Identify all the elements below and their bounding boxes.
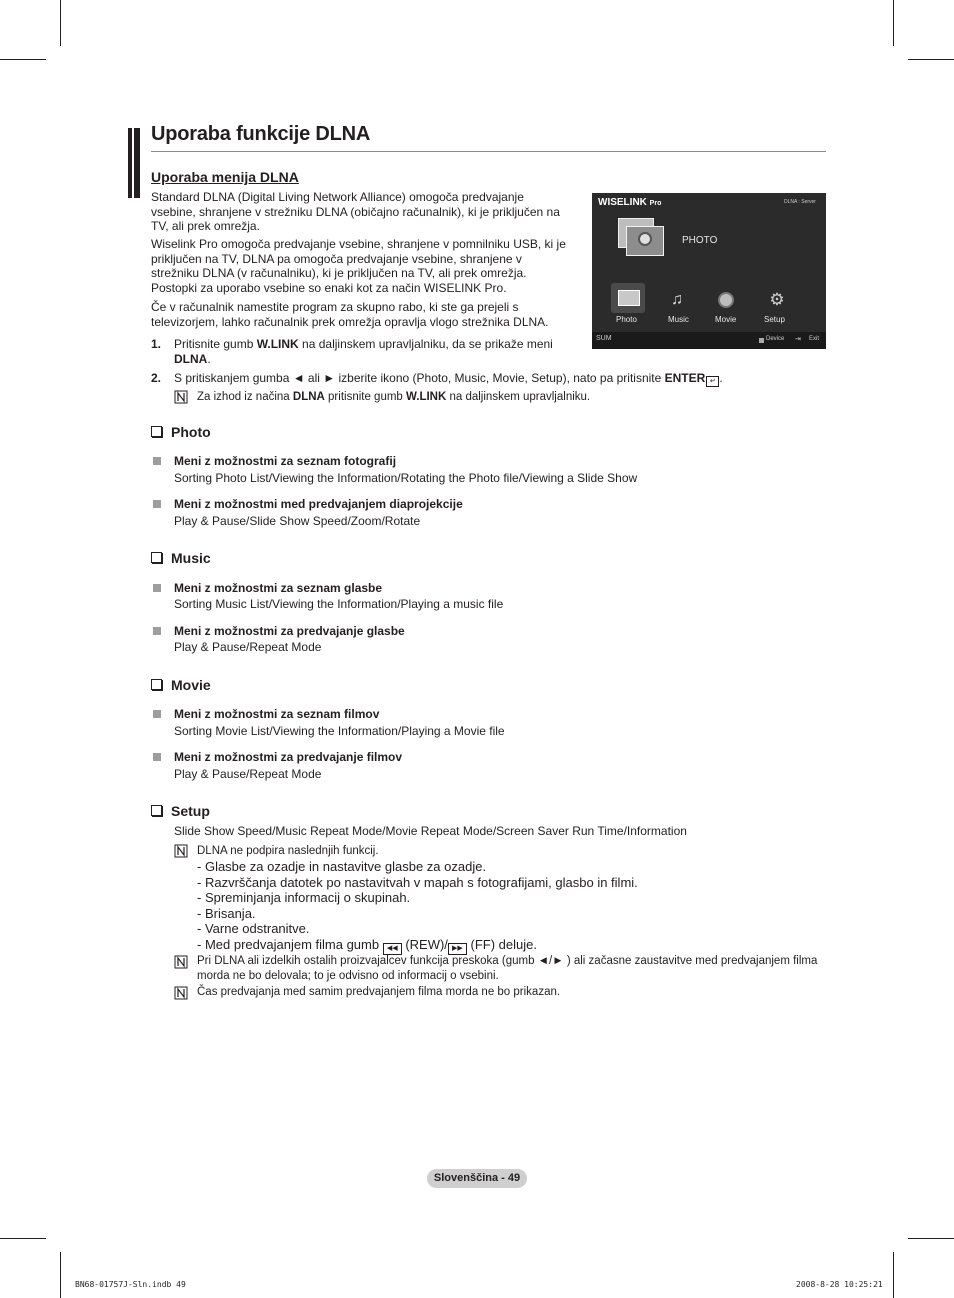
item-heading: Meni z možnostmi za predvajanje glasbe: [174, 624, 405, 638]
music-icon[interactable]: ♫: [671, 291, 683, 308]
intro-paragraph: Wiselink Pro omogoča predvajanje vsebine, shranjene v pomnilniku USB, ki je priključen na TV, DLNA pa omogoča predvajanje vsebine, shranjene v strežniku DLNA (v računalniku), ki je priključen na TV, ali prek omrežja. Postopki za uporabo vsebine so enaki kot za način WISELINK Pro.: [151, 237, 566, 295]
crop-mark: [60, 0, 61, 46]
item-heading: Meni z možnostmi za seznam filmov: [174, 707, 380, 721]
dash-item: - Brisanja.: [197, 906, 256, 921]
intro-paragraph: Če v računalnik namestite program za skupno rabo, ki ste ga prejeli s televizorjem, lahko računalnik prek omrežja opravlja vlogo strežnika DLNA.: [151, 300, 549, 329]
note-text: Čas predvajanja med samim predvajanjem filma morda ne bo prikazan.: [197, 986, 561, 998]
square-bullet-icon: [153, 753, 161, 761]
step-number: 1.: [151, 337, 162, 351]
rew-icon: ◀◀: [383, 943, 402, 955]
ff-icon: ▶▶: [448, 943, 467, 955]
square-bullet-icon: [153, 584, 161, 592]
footer-timestamp: 2008-8-28 10:25:21: [796, 1280, 883, 1289]
item-heading: Meni z možnostmi za predvajanje filmov: [174, 750, 403, 764]
item-heading: Meni z možnostmi za seznam glasbe: [174, 581, 383, 595]
crop-mark: [893, 1252, 894, 1298]
item-text: Play & Pause/Repeat Mode: [174, 767, 322, 781]
section-heading-movie: Movie: [151, 677, 211, 693]
crop-mark: [893, 0, 894, 46]
note-text: Za izhod iz načina DLNA pritisnite gumb W.LINK na daljinskem upravljalniku.: [197, 391, 591, 403]
square-bullet-icon: [153, 457, 161, 465]
note-icon: [174, 986, 188, 1000]
step-number: 2.: [151, 371, 162, 385]
checkbox-bullet-icon: [151, 805, 162, 816]
item-text: Play & Pause/Slide Show Speed/Zoom/Rotate: [174, 514, 421, 528]
crop-mark: [0, 1238, 46, 1239]
crop-mark: [0, 59, 46, 60]
section-heading-music: Music: [151, 550, 211, 566]
dash-item: - Spreminjanja informacij o skupinah.: [197, 890, 411, 905]
page-number-label: Slovenščina - 49: [427, 1169, 527, 1188]
intro-paragraph: Standard DLNA (Digital Living Network Alliance) omogoča predvajanje vsebine, shranjene v strežniku DLNA (običajno računalnik), ki je priključen na TV, ali prek omrežja.: [151, 190, 560, 233]
item-heading: Meni z možnostmi med predvajanjem diaprojekcije: [174, 497, 463, 511]
setup-text: Slide Show Speed/Music Repeat Mode/Movie Repeat Mode/Screen Saver Run Time/Information: [174, 824, 687, 838]
photo-stack-icon: [618, 218, 664, 256]
dash-item: - Glasbe za ozadje in nastavitve glasbe za ozadje.: [197, 859, 487, 874]
note-text: DLNA ne podpira naslednjih funkcij.: [197, 845, 379, 857]
dash-item: - Razvrščanja datotek po nastavitvah v mapah s fotografijami, glasbo in filmi.: [197, 875, 638, 890]
note-text: Pri DLNA ali izdelkih ostalih proizvajalcev funkcija preskoka (gumb ◄/► ) ali začasne zaustavitve med predvajanjem filma morda ne bo delovala; to je odvisno od informacij o vsebini.: [197, 955, 818, 982]
title-divider: [151, 151, 826, 152]
page-title: Uporaba funkcije DLNA: [151, 123, 371, 145]
enter-icon: ↵: [706, 376, 719, 387]
item-text: Sorting Movie List/Viewing the Information/Playing a Movie file: [174, 724, 505, 738]
exit-label: Exit: [809, 336, 820, 342]
note-icon: [174, 955, 188, 969]
accent-bar: [128, 128, 132, 198]
footer-file-info: BN68-01757J-Sln.indb 49: [75, 1280, 186, 1289]
dash-item: - Med predvajanjem filma gumb ◀◀ (REW)/ ▶▶ (FF) deluje.: [197, 937, 537, 955]
checkbox-bullet-icon: [151, 426, 162, 437]
step-1-text: Pritisnite gumb W.LINK na daljinskem upravljalniku, da se prikaže meni DLNA.: [174, 337, 553, 366]
section-subtitle: Uporaba menija DLNA: [151, 169, 299, 185]
accent-bar: [134, 128, 140, 198]
item-heading: Meni z možnostmi za seznam fotografij: [174, 454, 397, 468]
icon-label-music: Music: [668, 315, 689, 324]
device-label: Device: [766, 336, 785, 342]
crop-mark: [908, 59, 954, 60]
device-button-icon: [759, 338, 764, 343]
dash-item: - Varne odstranitve.: [197, 921, 310, 936]
mode-label: DLNA : Server: [784, 199, 816, 205]
photo-icon[interactable]: [611, 283, 645, 313]
checkbox-bullet-icon: [151, 552, 162, 563]
note-icon: [174, 390, 188, 404]
wiselink-logo: WISELINK Pro: [598, 197, 662, 208]
item-text: Sorting Photo List/Viewing the Information/Rotating the Photo file/Viewing a Slide Show: [174, 471, 638, 485]
movie-icon[interactable]: [718, 292, 734, 308]
setup-icon[interactable]: ⚙: [769, 290, 785, 309]
square-bullet-icon: [153, 500, 161, 508]
icon-label-photo: Photo: [616, 315, 637, 324]
sum-label: SUM: [596, 335, 612, 342]
checkbox-bullet-icon: [151, 679, 162, 690]
item-text: Play & Pause/Repeat Mode: [174, 640, 322, 654]
screen-status-bar: [592, 332, 826, 349]
section-heading-setup: Setup: [151, 803, 210, 819]
icon-label-setup: Setup: [764, 315, 785, 324]
current-mode-label: PHOTO: [682, 235, 718, 246]
square-bullet-icon: [153, 627, 161, 635]
exit-icon: ⇥: [795, 336, 801, 343]
section-heading-photo: Photo: [151, 424, 211, 440]
wiselink-screen: [592, 193, 826, 349]
icon-label-movie: Movie: [715, 315, 737, 324]
crop-mark: [60, 1252, 61, 1298]
square-bullet-icon: [153, 710, 161, 718]
item-text: Sorting Music List/Viewing the Information/Playing a music file: [174, 597, 504, 611]
crop-mark: [908, 1238, 954, 1239]
step-2-text: S pritiskanjem gumba ◄ ali ► izberite ikono (Photo, Music, Movie, Setup), nato pa pritisnite ENTER ↵ .: [174, 371, 723, 385]
note-icon: [174, 844, 188, 858]
